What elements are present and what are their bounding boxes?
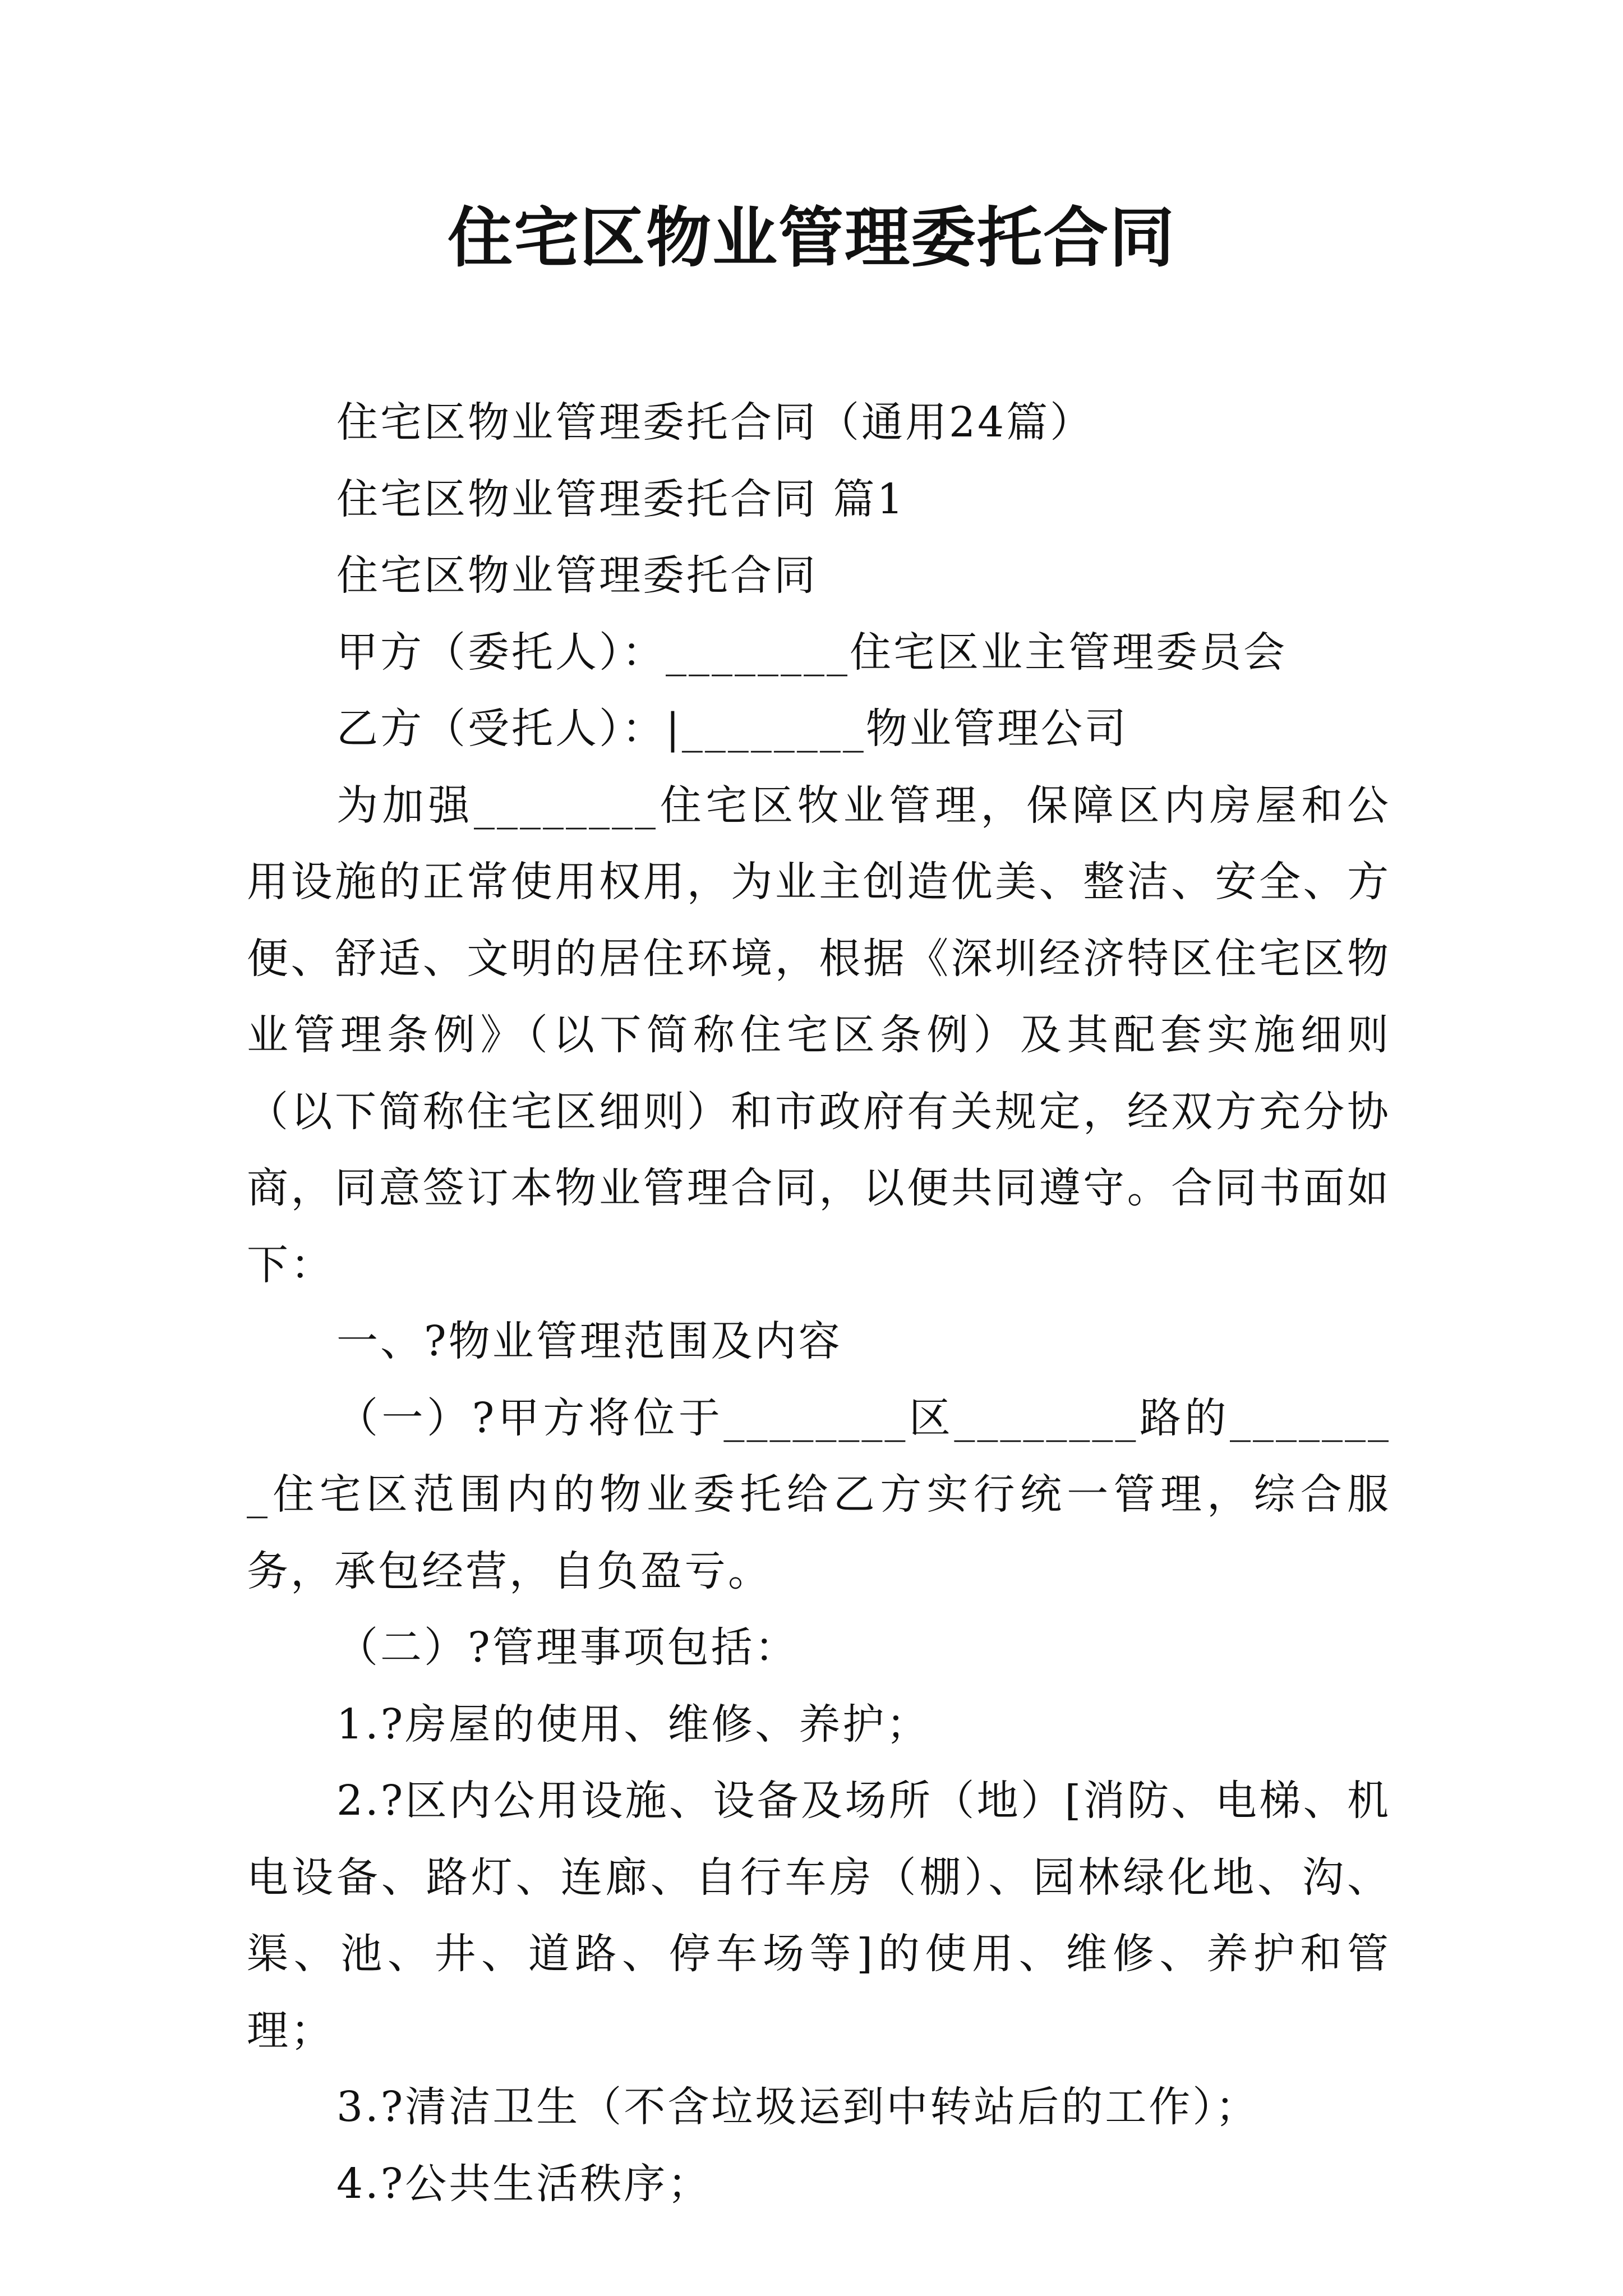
document-title: 住宅区物业管理委托合同 bbox=[448, 200, 1175, 276]
paragraph-clause-2: （二）?管理事项包括： bbox=[336, 1623, 799, 1672]
paragraph-item-2: 2.?区内公用设施、设备及场所（地）[消防、电梯、机电设备、路灯、连廊、自行车房（棚）、园林绿化地、沟、渠、池、井、道路、停车场等]的使用、维修、养护和管理； bbox=[247, 1777, 1391, 2055]
paragraph-contract-name: 住宅区物业管理委托合同 bbox=[336, 551, 818, 600]
paragraph-item-3: 3.?清洁卫生（不含垃圾运到中转站后的工作）； bbox=[336, 2083, 1260, 2131]
paragraph-item-4: 4.?公共生活秩序； bbox=[336, 2159, 712, 2208]
document-body bbox=[247, 384, 1391, 2222]
paragraph-clause-1: （一）?甲方将位于________区________路的________住宅区范围内的物业委托给乙方实行统一管理，综合服务，承包经营，自负盈亏。 bbox=[247, 1393, 1391, 1595]
paragraph-item-1: 1.?房屋的使用、维修、养护； bbox=[336, 1700, 930, 1749]
paragraph-section-1-heading: 一、?物业管理范围及内容 bbox=[336, 1317, 842, 1365]
paragraph-party-a: 甲方（委托人）：________住宅区业主管理委员会 bbox=[336, 628, 1287, 677]
paragraph-party-b: 乙方（受托人）：|________物业管理公司 bbox=[336, 705, 1128, 753]
paragraph-preamble: 为加强________住宅区牧业管理，保障区内房屋和公用设施的正常使用权用，为业主创造优美、整洁、安全、方便、舒适、文明的居住环境，根据《深圳经济特区住宅区物业管理条例》（以下简称住宅区条例）及其配套实施细则（以下简称住宅区细则）和市政府有关规定，经双方充分协商，同意签订本物业管理合同，以便共同遵守。合同书面如下： bbox=[247, 781, 1391, 1289]
paragraph-subtitle: 住宅区物业管理委托合同（通用24篇） bbox=[336, 398, 1094, 447]
paragraph-chapter-heading: 住宅区物业管理委托合同 篇1 bbox=[336, 475, 906, 523]
